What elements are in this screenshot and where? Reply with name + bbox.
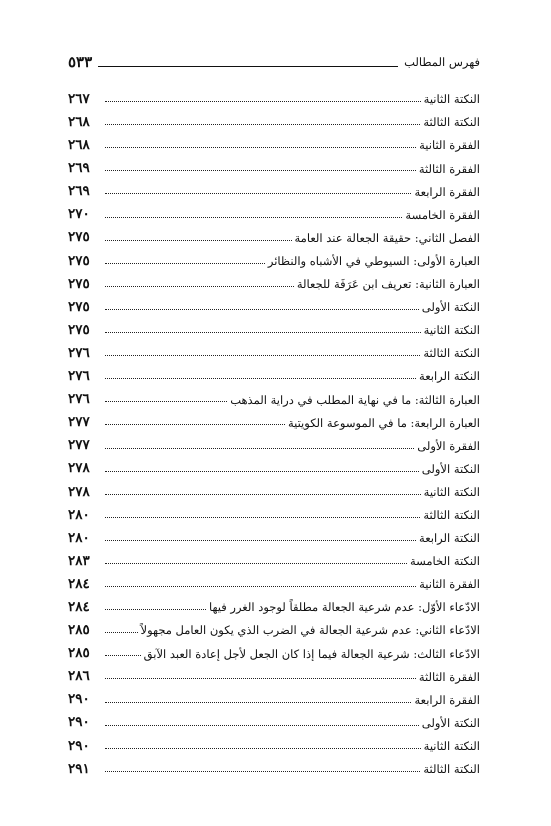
toc-entry-page: ٢٦٨ [68, 137, 90, 154]
toc-entry [68, 754, 480, 777]
toc-entry-page: ٢٨٠ [68, 529, 90, 546]
dot-leader [105, 193, 411, 194]
toc-entry-page: ٢٨٥ [68, 645, 90, 662]
toc-entry-page: ٢٧٠ [68, 206, 90, 223]
toc-entry-page: ٢٧٥ [68, 252, 90, 269]
dot-leader [105, 378, 416, 379]
toc-entry [68, 638, 480, 661]
dot-leader [105, 609, 206, 610]
toc-entry-title: النكتة الرابعة [419, 531, 480, 546]
toc-entry [68, 153, 480, 176]
dot-leader [105, 355, 420, 356]
toc-entry [68, 661, 480, 684]
toc-entry-title: الفصل الثاني: حقيقة الجعالة عند العامة [294, 230, 480, 245]
toc-entry [68, 430, 480, 453]
dot-leader [105, 147, 416, 148]
toc-entry-page: ٢٩١ [68, 760, 90, 777]
toc-entry [68, 500, 480, 523]
dot-leader [105, 448, 414, 449]
toc-entry-title: النكتة الثانية [423, 484, 480, 499]
toc-entry-page: ٢٧٥ [68, 229, 90, 246]
toc-entry-page: ٢٧٥ [68, 298, 90, 315]
toc-entry-title: النكتة الثانية [423, 323, 480, 338]
dot-leader [105, 124, 420, 125]
dot-leader [105, 240, 292, 241]
toc-entry-title: الادّعاء الثالث: شرعية الجعالة فيما إذا كان الجعل لأجل إعادة العبد الآبق [143, 646, 480, 661]
dot-leader [105, 655, 141, 656]
toc-entry-title: النكتة الرابعة [419, 369, 480, 384]
toc-entry-title: النكتة الثالثة [423, 507, 480, 522]
toc-entry [68, 546, 480, 569]
dot-leader [105, 494, 421, 495]
toc-entry-page: ٢٨٥ [68, 622, 90, 639]
toc-entry-title: العبارة الرابعة: ما في الموسوعة الكويتية [287, 415, 480, 430]
toc-entry [68, 130, 480, 153]
toc-entry [68, 107, 480, 130]
toc-entry [68, 292, 480, 315]
toc-entry [68, 269, 480, 292]
toc-entry-title: الفقرة الرابعة [414, 692, 480, 707]
dot-leader [105, 586, 416, 587]
toc-entry-title: النكتة الخامسة [409, 554, 480, 569]
dot-leader [105, 563, 407, 564]
toc-entry-page: ٢٧٨ [68, 483, 90, 500]
toc-entry-title: النكتة الثانية [423, 92, 480, 107]
toc-entry-title: النكتة الأولى [421, 715, 480, 730]
toc-entry-page: ٢٨٤ [68, 598, 90, 615]
toc-entry-page: ٢٨٠ [68, 506, 90, 523]
page-header [68, 46, 480, 72]
toc-entry-title: النكتة الأولى [421, 461, 480, 476]
toc-entry-page: ٢٧٦ [68, 344, 90, 361]
toc-entry-title: النكتة الأولى [421, 300, 480, 315]
toc-entry-page: ٢٧٧ [68, 414, 90, 431]
toc-entry-title: الفقرة الثانية [419, 577, 480, 592]
toc-entry-title: الفقرة الأولى [417, 438, 480, 453]
table-of-contents [68, 84, 480, 777]
toc-entry-title: العبارة الأولى: السيوطي في الأشباه والنظائر [267, 253, 480, 268]
dot-leader [105, 309, 419, 310]
dot-leader [105, 748, 421, 749]
toc-entry [68, 176, 480, 199]
toc-entry-title: الفقرة الثانية [419, 138, 480, 153]
dot-leader [105, 702, 411, 703]
toc-entry-title: الفقرة الثالثة [418, 161, 480, 176]
toc-entry-page: ٢٩٠ [68, 691, 90, 708]
toc-entry-page: ٢٦٧ [68, 90, 90, 107]
dot-leader [105, 471, 419, 472]
dot-leader [105, 286, 294, 287]
toc-entry [68, 454, 480, 477]
toc-entry [68, 315, 480, 338]
toc-entry-page: ٢٧٥ [68, 321, 90, 338]
toc-entry-page: ٢٧٧ [68, 437, 90, 454]
dot-leader [105, 101, 421, 102]
toc-entry-page: ٢٧٥ [68, 275, 90, 292]
toc-entry [68, 708, 480, 731]
dot-leader [105, 263, 265, 264]
toc-entry-page: ٢٨٦ [68, 668, 90, 685]
dot-leader [105, 517, 420, 518]
header-title: فهرس المطالب [404, 55, 480, 69]
toc-entry-title: النكتة الثالثة [423, 762, 480, 777]
toc-entry-title: الفقرة الخامسة [405, 207, 480, 222]
toc-entry [68, 477, 480, 500]
toc-entry [68, 384, 480, 407]
dot-leader [105, 678, 416, 679]
toc-entry-title: العبارة الثالثة: ما في نهاية المطلب في دراية المذهب [230, 392, 480, 407]
toc-entry-page: ٢٦٨ [68, 114, 90, 130]
toc-entry [68, 523, 480, 546]
document-page [68, 46, 480, 777]
dot-leader [105, 632, 138, 633]
toc-entry [68, 731, 480, 754]
toc-entry [68, 684, 480, 707]
toc-entry-page: ٢٩٠ [68, 737, 90, 754]
header-page-number: ٥٣٣ [68, 53, 93, 71]
dot-leader [105, 771, 420, 772]
dot-leader [105, 725, 419, 726]
toc-entry [68, 361, 480, 384]
toc-entry [68, 246, 480, 269]
toc-entry-page: ٢٧٦ [68, 368, 90, 385]
toc-entry-title: النكتة الثانية [423, 738, 480, 753]
toc-entry-title: النكتة الثالثة [423, 346, 480, 361]
toc-entry-title: الادّعاء الثاني: عدم شرعية الجعالة في الضرب الذي يكون العامل مجهولاً [140, 623, 480, 638]
header-rule [98, 66, 398, 67]
toc-entry [68, 199, 480, 222]
toc-entry-page: ٢٨٣ [68, 552, 90, 569]
toc-entry-page: ٢٧٦ [68, 391, 90, 408]
toc-entry [68, 338, 480, 361]
toc-entry-title: النكتة الثالثة [423, 115, 480, 130]
toc-entry-page: ٢٨٤ [68, 575, 90, 592]
toc-entry [68, 615, 480, 638]
dot-leader [105, 424, 285, 425]
dot-leader [105, 401, 227, 402]
dot-leader [105, 332, 421, 333]
toc-entry-page: ٢٦٩ [68, 160, 90, 177]
toc-entry [68, 223, 480, 246]
toc-entry-title: الادّعاء الأوّل: عدم شرعية الجعالة مطلقاً لوجود الغرر فيها [208, 600, 480, 615]
toc-entry-title: الفقرة الثالثة [418, 669, 480, 684]
dot-leader [105, 540, 416, 541]
toc-entry [68, 569, 480, 592]
toc-entry-title: العبارة الثانية: تعريف ابن عَرَفَة للجعالة [296, 277, 480, 292]
toc-entry-page: ٢٦٩ [68, 183, 90, 200]
toc-entry [68, 407, 480, 430]
toc-entry-page: ٢٩٠ [68, 714, 90, 731]
toc-entry-title: الفقرة الرابعة [414, 184, 480, 199]
toc-entry-page: ٢٧٨ [68, 460, 90, 477]
dot-leader [105, 217, 402, 218]
dot-leader [105, 170, 416, 171]
toc-entry [68, 592, 480, 615]
toc-entry [68, 84, 480, 107]
